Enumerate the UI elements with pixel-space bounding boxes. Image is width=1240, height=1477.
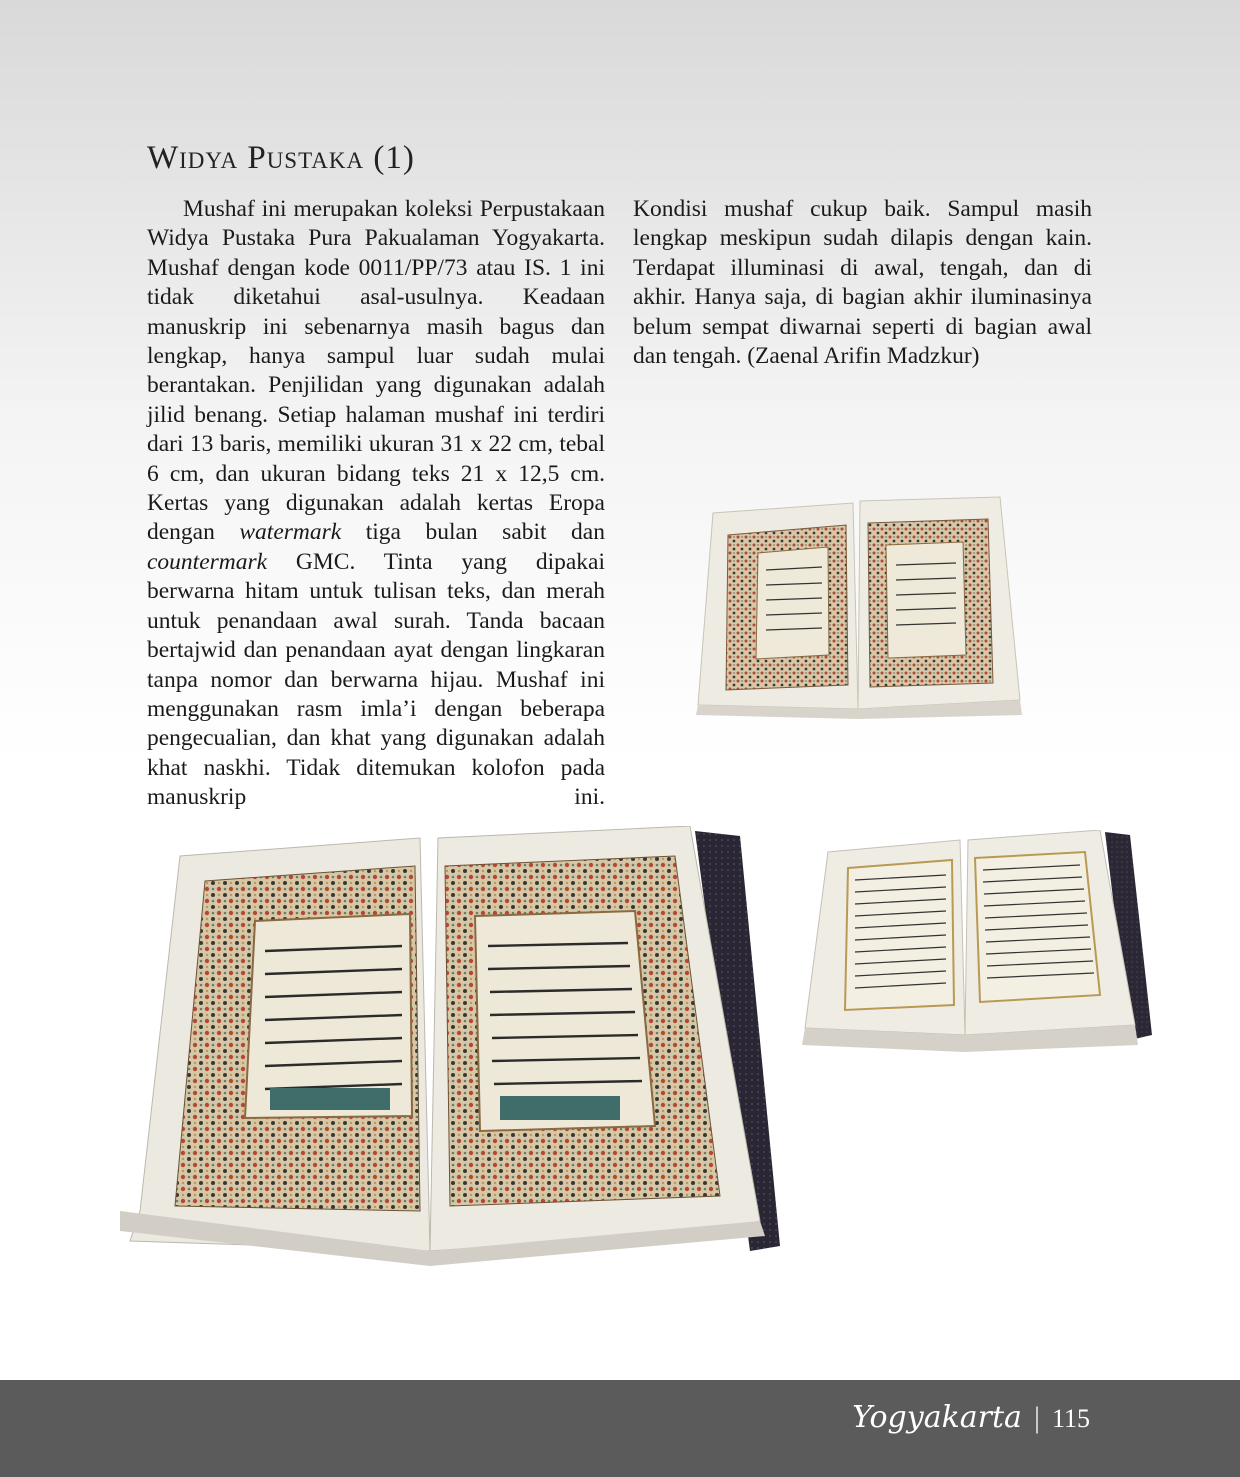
- footer-separator: |: [1033, 1401, 1040, 1434]
- body-text-right-column: [633, 195, 1092, 371]
- body-text-left-column: [147, 195, 605, 813]
- body-paragraph-left: [147, 195, 605, 813]
- manuscript-photo-text-pages: [800, 830, 1156, 1055]
- italic-term-countermark: countermark: [147, 548, 268, 575]
- paragraph-text-part-2: tiga bulan sabit dan: [341, 519, 605, 546]
- manuscript-photo-illuminated-pages: [688, 495, 1034, 720]
- body-paragraph-right: Kondisi mushaf cukup baik. Sampul masih lengkap meskipun sudah dilapis dengan kain. Terdapat illuminasi di awal, tengah, dan di akhir. Hanya saja, di bagian akhir iluminasinya belum sempat diwarnai seperti di bagian awal dan tengah. (Zaenal Arifin Madzkur): [633, 196, 1092, 370]
- page-number: 115: [1051, 1404, 1090, 1433]
- footer-bar: [0, 1380, 1240, 1477]
- italic-term-watermark: watermark: [239, 519, 342, 546]
- page-title: Widya Pustaka (1): [147, 140, 415, 176]
- footer-label: [852, 1400, 1090, 1435]
- paragraph-text-part-1: Mushaf ini merupakan koleksi Perpustakaan Widya Pustaka Pura Pakualaman Yogyakarta. Mushaf dengan kode 0011/PP/73 atau IS. 1 ini tidak diketahui asal-usulnya. Keadaan manuskrip ini sebenarnya masih bagus dan lengkap, hanya sampul luar sudah mulai berantakan. Penjilidan yang digunakan adalah jilid benang. Setiap halaman mushaf ini terdiri dari 13 baris, memiliki ukuran 31 x 22 cm, tebal 6 cm, dan ukuran bidang teks 21 x 12,5 cm. Kertas yang digunakan adalah kertas Eropa dengan: [147, 196, 605, 546]
- paragraph-text-part-3: GMC. Tinta yang dipakai berwarna hitam untuk tulisan teks, dan merah untuk penandaan awal surah. Tanda bacaan bertajwid dan penandaan ayat dengan lingkaran tanpa nomor dan berwarna hijau. Mushaf ini menggunakan rasm imla’i dengan beberapa pengecualian, dan khat yang digunakan adalah khat naskhi. Tidak ditemukan kolofon pada manuskrip ini.: [147, 548, 605, 811]
- manuscript-photo-large-illuminated-spread: [120, 826, 800, 1266]
- footer-city: Yogyakarta: [852, 1400, 1022, 1435]
